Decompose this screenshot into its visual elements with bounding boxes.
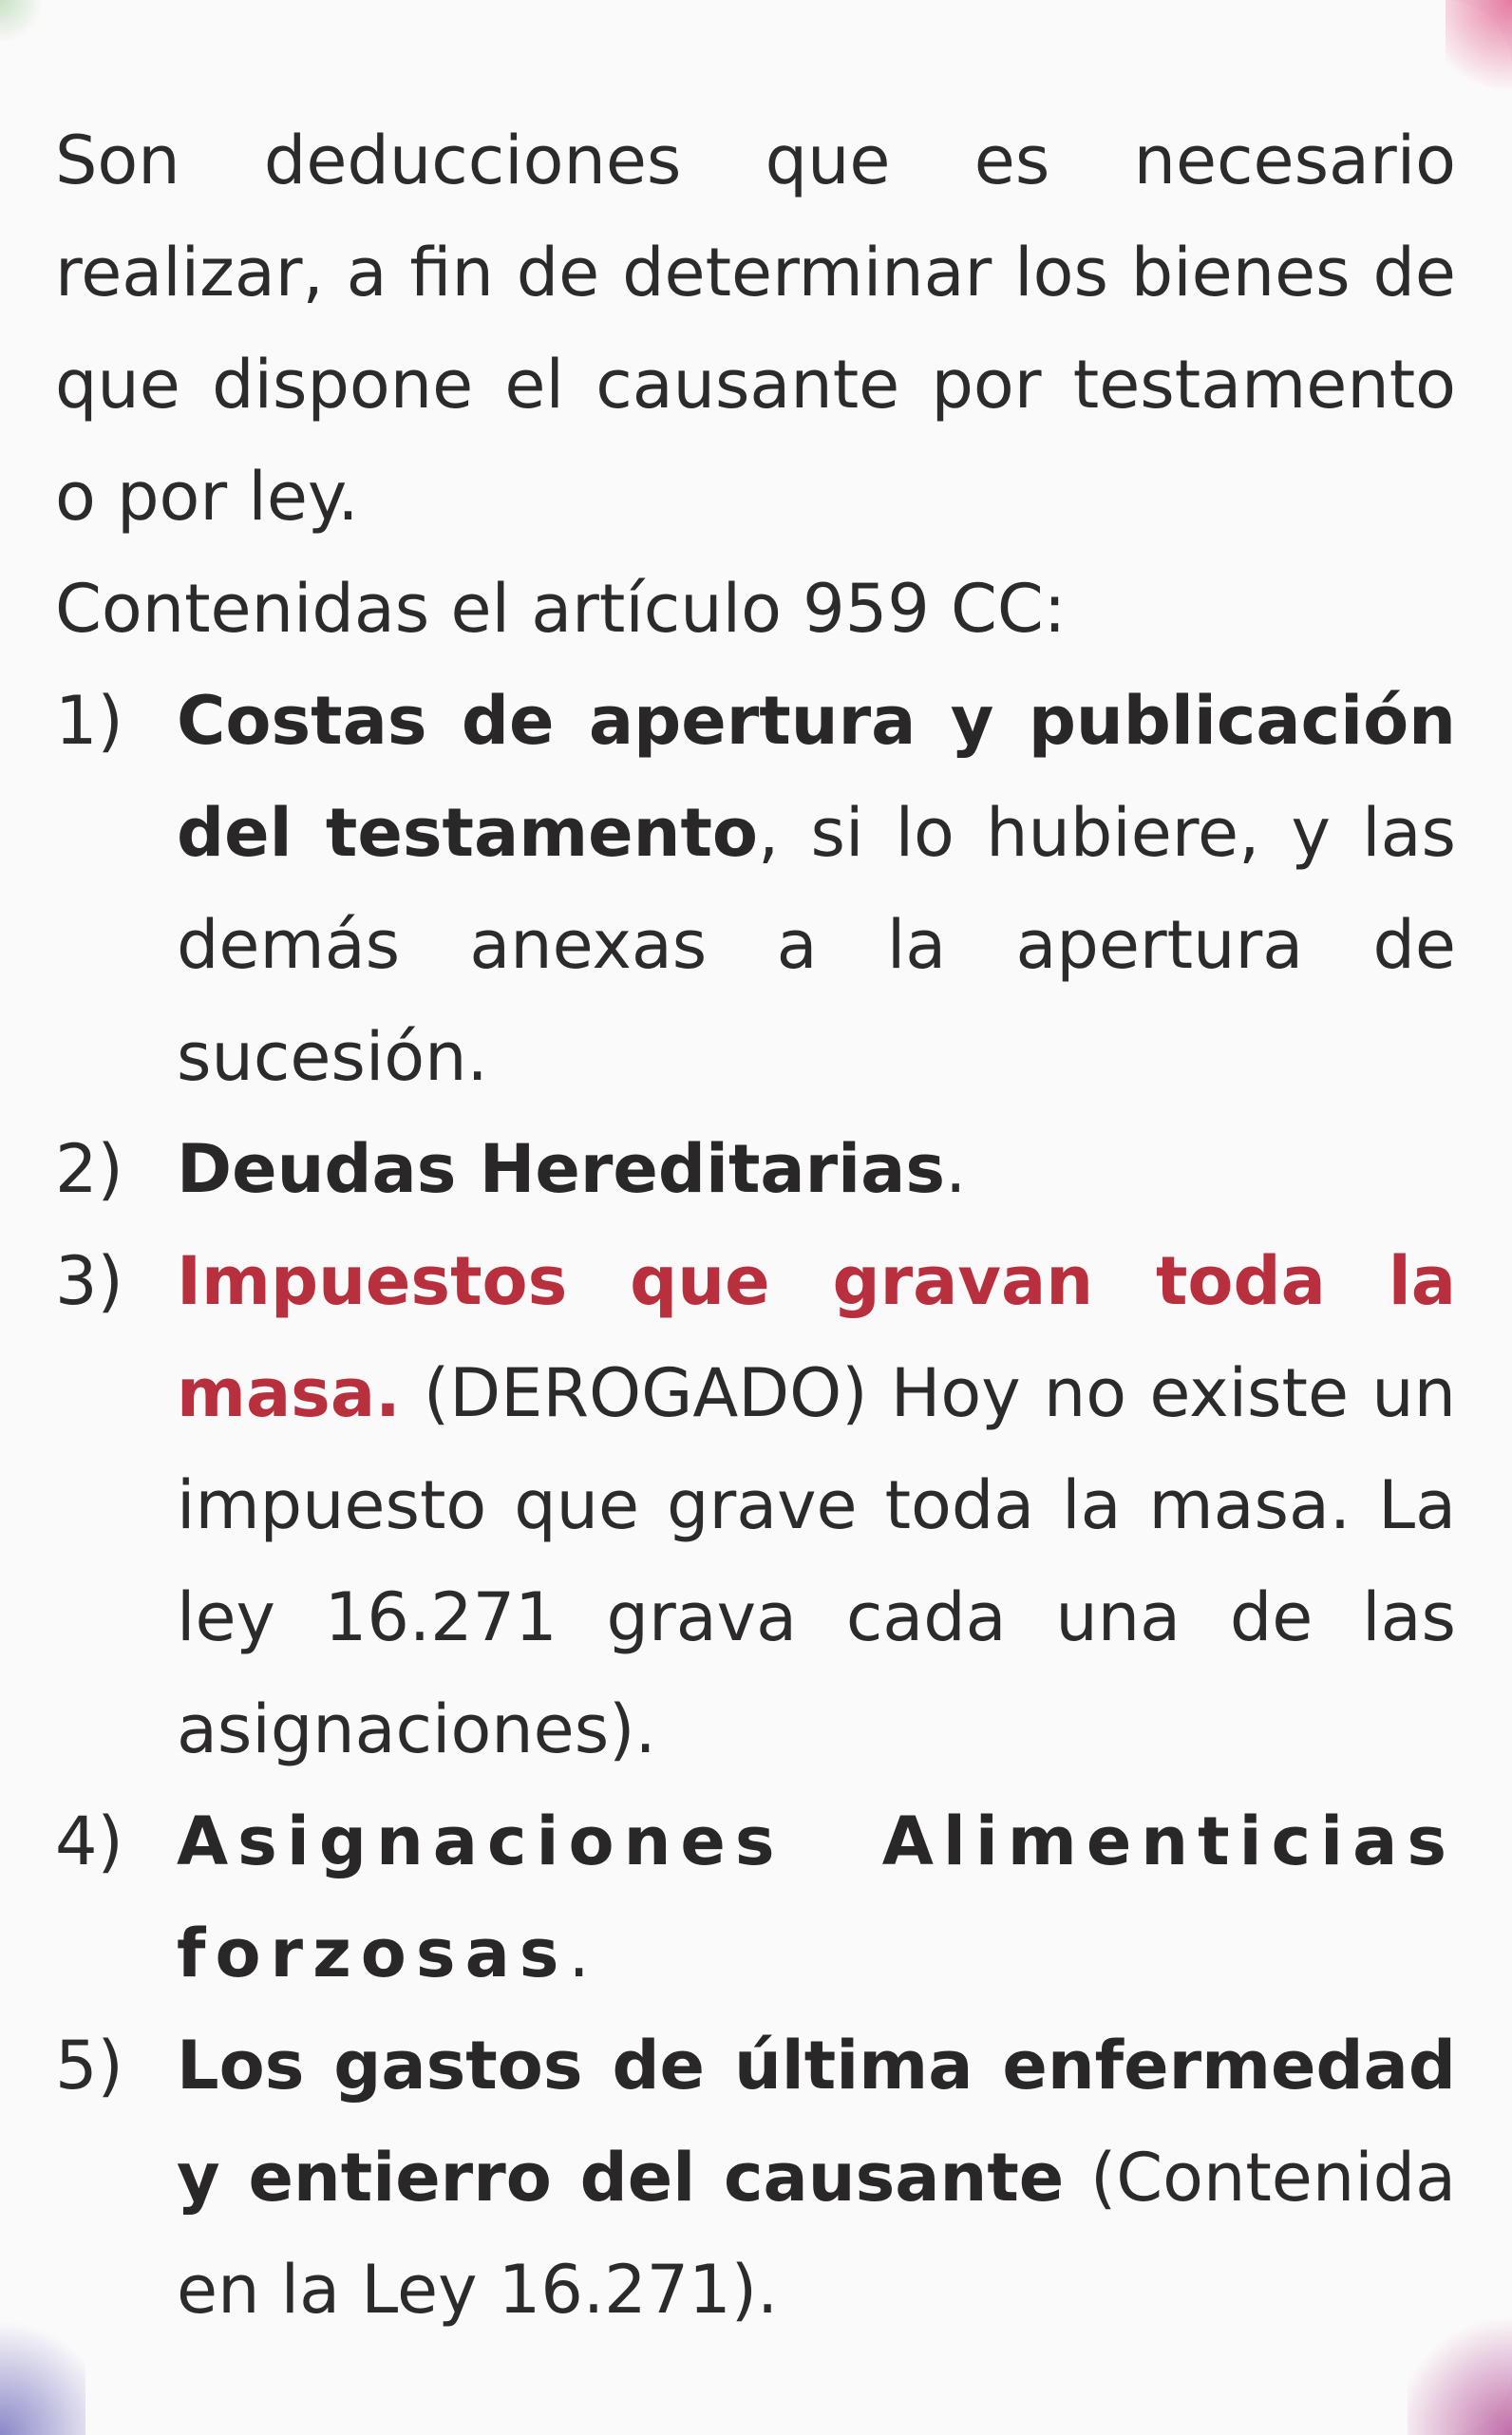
item-number: 1) <box>55 682 123 760</box>
item-heading: Costas de apertura y publicación del testamento <box>177 682 1456 872</box>
item-number: 4) <box>55 1803 123 1880</box>
item-text: . <box>945 1130 967 1208</box>
item-text: , si lo hubiere, y las demás anexas a la apertura de sucesión. <box>177 794 1456 1096</box>
list-item <box>55 1113 1456 1225</box>
item-number: 3) <box>55 1242 123 1320</box>
intro-paragraph: Son deducciones que es necesario realizar, a fin de determinar los bienes de que dispone el causante por testamento o por ley. <box>55 122 1456 536</box>
item-text: (Contenida en la Ley 16.271). <box>177 2139 1456 2329</box>
item-text: . <box>568 1915 590 1992</box>
item-heading-red: Impuestos que gravan toda la masa. <box>177 1242 1456 1432</box>
corner-decoration <box>0 0 44 44</box>
document-body <box>55 104 1456 2346</box>
list-item <box>55 2010 1456 2346</box>
list-item <box>55 1225 1456 1785</box>
item-heading: Asignaciones Alimenticias forzosas <box>177 1803 1456 1992</box>
item-heading: Deudas Hereditarias <box>177 1130 946 1208</box>
contenidas-line: Contenidas el artículo 959 CC: <box>55 570 1067 648</box>
list-item <box>55 665 1456 1113</box>
item-text: (DEROGADO) Hoy no existe un impuesto que grave toda la masa. La ley 16.271 grava cada una de las asignaciones). <box>177 1354 1456 1768</box>
list-item <box>55 1785 1456 2010</box>
corner-decoration <box>1446 0 1512 114</box>
item-number: 2) <box>55 1130 123 1208</box>
item-heading: Los gastos de última enfermedad y entierro del causante <box>177 2027 1456 2217</box>
item-number: 5) <box>55 2027 123 2105</box>
